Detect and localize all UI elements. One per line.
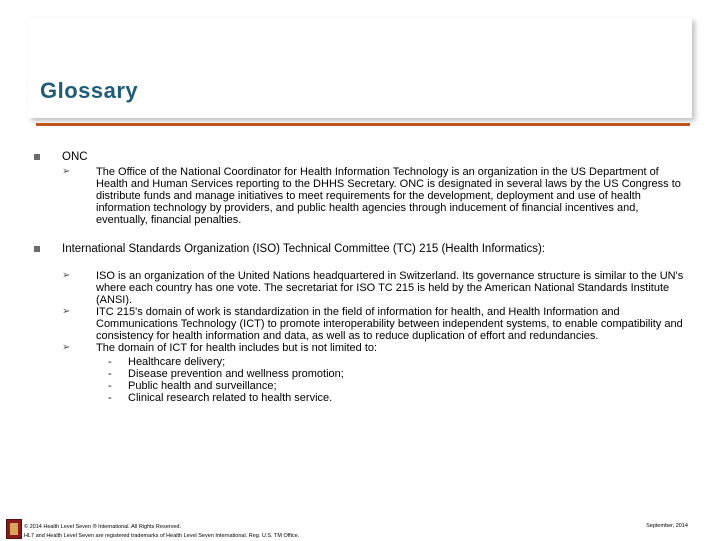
sub-list-item-text: Clinical research related to health service. xyxy=(128,392,333,404)
sub-list-item xyxy=(34,368,694,380)
page-title: Glossary xyxy=(40,78,139,103)
footer-copyright: © 2014 Health Level Seven ® International. All Rights Reserved. xyxy=(24,524,181,530)
footer-legal xyxy=(24,523,404,541)
chevron-right-icon: ➢ xyxy=(62,270,71,281)
chevron-right-icon: ➢ xyxy=(62,342,71,353)
list-item xyxy=(34,306,694,342)
list-item xyxy=(34,342,694,354)
list-item xyxy=(34,270,694,306)
section-iso xyxy=(34,242,694,256)
sub-list-item-text: Public health and surveillance; xyxy=(128,380,277,392)
list-item-text: ISO is an organization of the United Nations headquartered in Switzerland. Its governance structure is similar to the UN's where each country has one vote. The secretariat for ISO TC 215 is held by the American National Standards Institute (ANSI). xyxy=(96,270,684,306)
list-item-text: The Office of the National Coordinator for Health Information Technology is an organization in the US Department of Health and Human Services reporting to the DHHS Secretary. ONC is designated in several laws by the US Congress to distribute funds and manage initiatives to meet requirements for the development, deployment and use of health information technology by providers, and public health agencies through inducement of financial incentives and, eventually, financial penalties. xyxy=(96,166,681,226)
footer-trademark: HL7 and Health Level Seven are registered trademarks of Health Level Seven International. Reg. U.S. TM Office. xyxy=(24,533,300,539)
hl7-logo-icon xyxy=(6,519,22,539)
sub-list-item xyxy=(34,356,694,368)
dash-bullet-icon: - xyxy=(108,380,112,392)
sub-list-item-text: Disease prevention and wellness promotion; xyxy=(128,368,344,380)
chevron-right-icon: ➢ xyxy=(62,306,71,317)
sub-list-item xyxy=(34,380,694,392)
chevron-right-icon: ➢ xyxy=(62,166,71,177)
list-item-text: The domain of ICT for health includes but is not limited to: xyxy=(96,342,378,354)
list-item xyxy=(34,166,694,226)
sub-list-item-text: Healthcare delivery; xyxy=(128,356,226,368)
dash-bullet-icon: - xyxy=(108,392,112,404)
section-onc xyxy=(34,150,694,164)
list-item-text: ITC 215's domain of work is standardization in the field of information for health, and Health Information and Communications Technology (ICT) to promote interoperability between independent systems, to enable compatibility and consistency for health information and data, as well as to reduce duplication of effort and redundancies. xyxy=(96,306,683,342)
content-body xyxy=(34,150,694,404)
title-divider xyxy=(36,123,690,126)
dash-bullet-icon: - xyxy=(108,356,112,368)
dash-bullet-icon: - xyxy=(108,368,112,380)
section-heading: ONC xyxy=(62,151,88,163)
sub-list-item xyxy=(34,392,694,404)
footer-date: September, 2014 xyxy=(646,523,688,529)
square-bullet-icon xyxy=(34,154,40,160)
section-heading: International Standards Organization (ISO) Technical Committee (TC) 215 (Health Informatics): xyxy=(62,243,545,255)
square-bullet-icon xyxy=(34,246,40,252)
